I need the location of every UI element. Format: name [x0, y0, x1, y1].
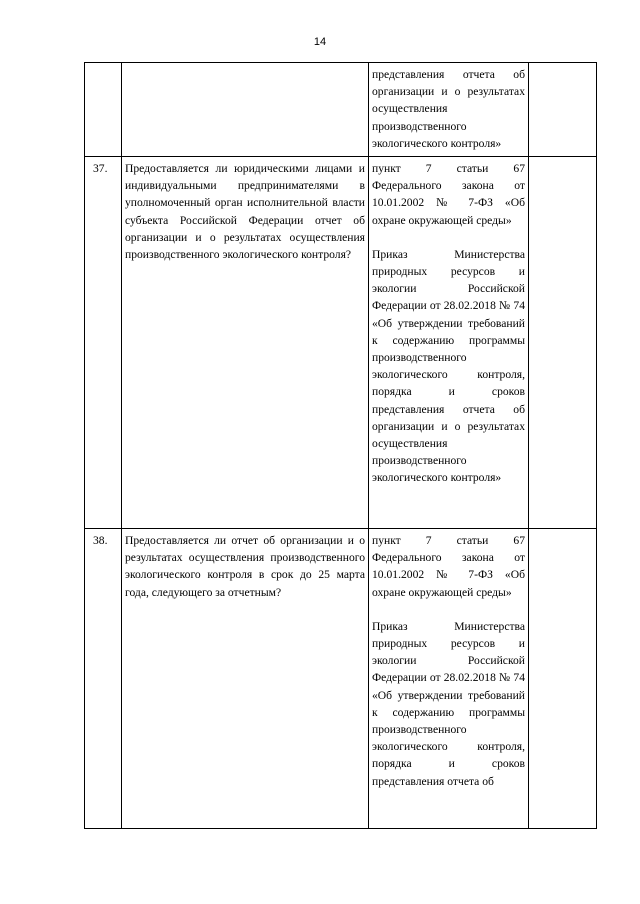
- reference-paragraph: пункт 7 статьи 67 Федерального закона от 10.01.2002 № 7-ФЗ «Об охране окружающей среды»: [372, 162, 525, 227]
- answer-cell: [529, 529, 597, 829]
- checklist-table: [84, 62, 597, 829]
- page-number: 14: [313, 36, 327, 48]
- answer-cell: [529, 157, 597, 529]
- row-number: 37.: [85, 157, 122, 529]
- legal-reference: [369, 529, 529, 829]
- table-row: [85, 157, 597, 529]
- table-row: [85, 63, 597, 157]
- reference-paragraph: Приказ Министерства природных ресурсов и экологии Российской Федерации от 28.02.2018 № 74 «Об утверждении требований к содержанию программы производственного экологического контроля, порядка и сроков представления отчета об организации и о результатах осуществления производственного экологического контроля»: [372, 247, 525, 485]
- legal-reference: [369, 157, 529, 529]
- legal-reference: [369, 63, 529, 157]
- row-number: [85, 63, 122, 157]
- reference-paragraph: Приказ Министерства природных ресурсов и экологии Российской Федерации от 28.02.2018 № 74 «Об утверждении требований к содержанию программы производственного экологического контроля, порядка и сроков представления отчета об: [372, 619, 525, 788]
- question-text: Предоставляется ли юридическими лицами и индивидуальными предпринимателями в уполномоченный орган исполнительной власти субъекта Российской Федерации отчет об организации и о результатах осуществления производственного экологического контроля?: [122, 157, 369, 529]
- row-number: 38.: [85, 529, 122, 829]
- table-row: [85, 529, 597, 829]
- reference-paragraph: представления отчета об организации и о результатах осуществления производственного экологического контроля»: [372, 68, 525, 150]
- answer-cell: [529, 63, 597, 157]
- question-text: Предоставляется ли отчет об организации и о результатах осуществления производственного экологического контроля в срок до 25 марта года, следующего за отчетным?: [122, 529, 369, 829]
- reference-paragraph: пункт 7 статьи 67 Федерального закона от 10.01.2002 № 7-ФЗ «Об охране окружающей среды»: [372, 534, 525, 599]
- question-text: [122, 63, 369, 157]
